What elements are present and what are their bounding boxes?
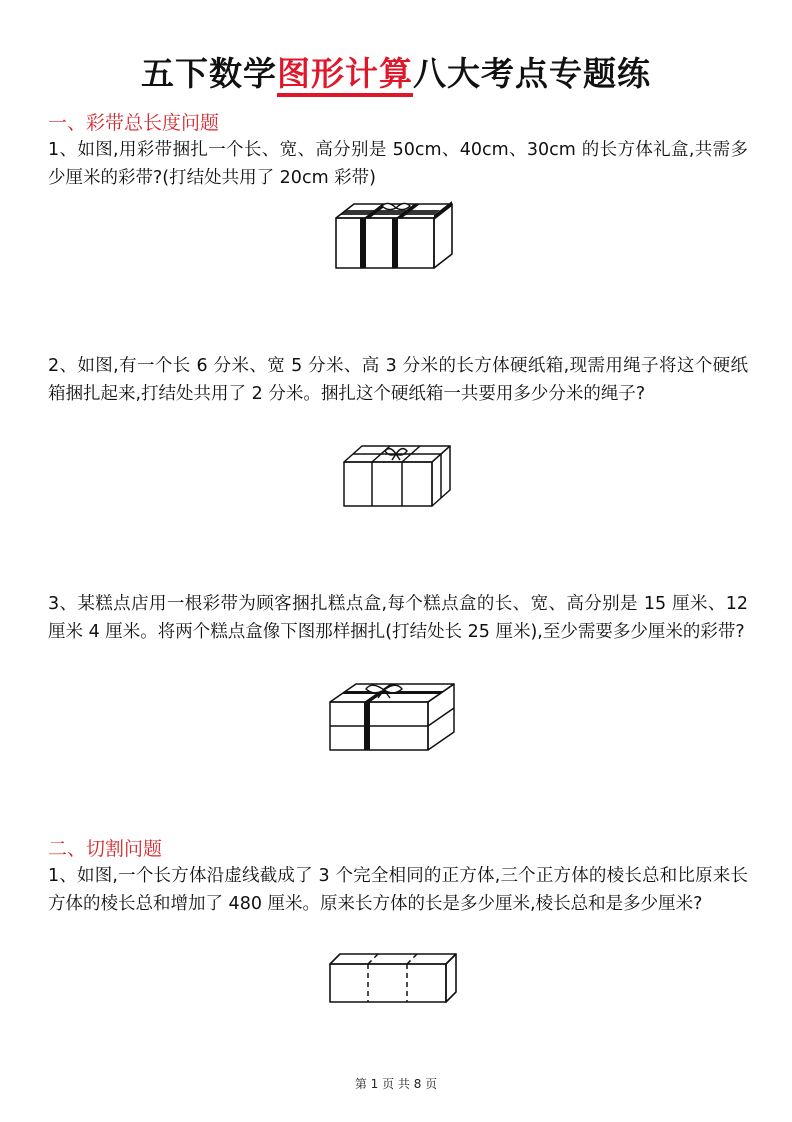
title-prefix: 五下数学 bbox=[141, 54, 277, 93]
question-1-1: 1、如图,用彩带捆扎一个长、宽、高分别是 50cm、40cm、30cm 的长方体礼盒,共需多少厘米的彩带?(打结处共用了 20cm 彩带) bbox=[48, 140, 748, 188]
carton-rope-icon bbox=[340, 440, 454, 510]
question-1-2: 2、如图,有一个长 6 分米、宽 5 分米、高 3 分米的长方体硬纸箱,现需用绳子将这个硬纸箱捆扎起来,打结处共用了 2 分米。捆扎这个硬纸箱一共要用多少分米的绳子? bbox=[48, 356, 748, 404]
section-heading-cutting: 二、切割问题 bbox=[48, 838, 163, 860]
page-title bbox=[0, 52, 792, 96]
question-2-1: 1、如图,一个长方体沿虚线截成了 3 个完全相同的正方体,三个正方体的棱长总和比原来长方体的棱长总和增加了 480 厘米。原来长方体的长是多少厘米,棱长总和是多少厘米? bbox=[48, 866, 748, 914]
question-1-3: 3、某糕点店用一根彩带为顾客捆扎糕点盒,每个糕点盒的长、宽、高分别是 15 厘米、12 厘米 4 厘米。将两个糕点盒像下图那样捆扎(打结处长 25 厘米),至少需要多少厘米的彩带? bbox=[48, 594, 748, 642]
section-heading-ribbon: 一、彩带总长度问题 bbox=[48, 112, 220, 134]
gift-box-ribbon-icon bbox=[330, 196, 460, 272]
stacked-cake-boxes-icon bbox=[326, 678, 458, 754]
title-suffix: 八大考点专题练 bbox=[413, 54, 651, 93]
page-footer: 第 1 页 共 8 页 bbox=[354, 1077, 438, 1091]
cuboid-cut-cubes-icon bbox=[326, 950, 460, 1006]
title-highlight: 图形计算 bbox=[277, 54, 413, 97]
